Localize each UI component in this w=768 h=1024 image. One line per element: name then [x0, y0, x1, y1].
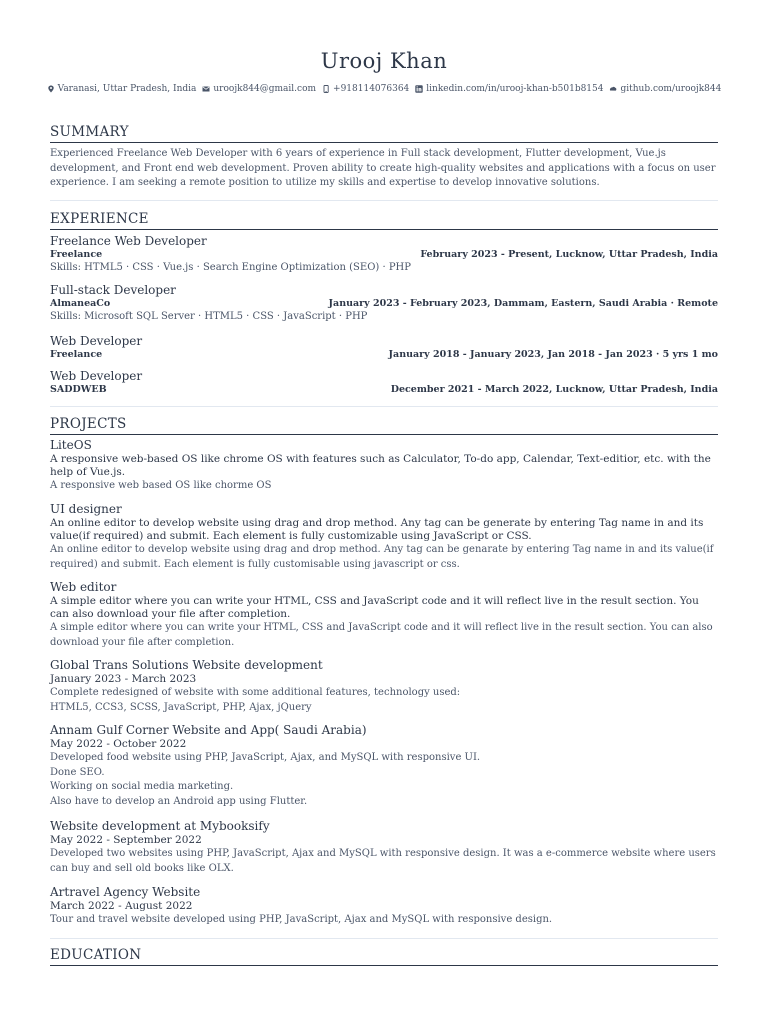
project-description-line: Developed food website using PHP, JavaScript, Ajax, and MySQL with responsive UI. — [50, 752, 481, 763]
candidate-name: Urooj Khan — [320, 49, 448, 73]
job-skills: Skills: Microsoft SQL Server · HTML5 · CSS · JavaScript · PHP — [50, 311, 368, 322]
section-divider — [50, 200, 718, 201]
experience-item — [50, 234, 718, 275]
job-line — [50, 384, 718, 396]
job-title: Web Developer — [50, 369, 143, 383]
project-description: Developed two websites using PHP, JavaScript, Ajax and MySQL with responsive design. It was a e-commerce website where users can buy and sell old books like OLX. — [50, 848, 716, 874]
contact-location-text: Varanasi, Uttar Pradesh, India — [57, 84, 197, 94]
contact-bar — [0, 83, 768, 95]
contact-github-text[interactable]: github.com/uroojk844 — [620, 84, 722, 94]
project-date: May 2022 - October 2022 — [50, 738, 187, 750]
github-icon — [609, 85, 617, 93]
contact-email-text[interactable]: uroojk844@gmail.com — [213, 84, 317, 94]
experience-item — [50, 334, 718, 361]
project-subtitle: An online editor to develop website using drag and drop method. Any tag can be generate by entering Tag name in and its value(if required) and submit. Each element is fully customizable using JavaScript or CSS. — [50, 517, 704, 542]
linkedin-icon — [415, 85, 423, 93]
job-meta: December 2021 - March 2022, Lucknow, Uttar Pradesh, India — [390, 384, 718, 395]
project-description-line: HTML5, CCS3, SCSS, JavaScript, PHP, Ajax, jQuery — [50, 701, 312, 713]
job-title: Full-stack Developer — [50, 283, 176, 297]
job-company: Freelance — [50, 249, 103, 260]
job-line — [50, 298, 718, 310]
project-subtitle: A responsive web-based OS like chrome OS with features such as Calculator, To-do app, Calendar, Text-editior, etc. with the help of Vue.js. — [50, 453, 711, 478]
job-meta: February 2023 - Present, Lucknow, Uttar Pradesh, India — [420, 249, 718, 260]
experience-heading: EXPERIENCE — [50, 210, 718, 230]
education-heading: EDUCATION — [50, 946, 718, 966]
job-skills: Skills: HTML5 · CSS · Vue.js · Search Engine Optimization (SEO) · PHP — [50, 262, 412, 273]
project-title: Website development at Mybooksify — [50, 819, 270, 833]
section-divider — [50, 406, 718, 407]
contact-linkedin-text[interactable]: linkedin.com/in/urooj-khan-b501b8154 — [426, 84, 604, 94]
summary-heading: SUMMARY — [50, 123, 718, 143]
job-title: Web Developer — [50, 334, 143, 348]
contact-linkedin[interactable] — [415, 83, 603, 95]
project-title: Web editor — [50, 580, 117, 594]
job-title: Freelance Web Developer — [50, 234, 207, 248]
contact-location — [47, 83, 197, 95]
projects-heading: PROJECTS — [50, 415, 718, 435]
project-item — [50, 438, 718, 494]
project-description: Tour and travel website developed using PHP, JavaScript, Ajax and MySQL with responsive design. — [50, 914, 553, 925]
contact-phone-text[interactable]: +918114076364 — [333, 84, 410, 94]
location-pin-icon — [47, 85, 55, 93]
job-line — [50, 349, 718, 361]
experience-item — [50, 369, 718, 396]
experience-item — [50, 283, 718, 324]
contact-email[interactable] — [202, 83, 316, 95]
project-description-line: Working on social media marketing. — [50, 781, 234, 792]
project-description-line: Done SEO. — [50, 766, 105, 778]
project-description-line: Complete redesigned of website with some additional features, technology used: — [50, 687, 461, 698]
project-title: Annam Gulf Corner Website and App( Saudi Arabia) — [50, 723, 367, 737]
mail-icon — [202, 85, 210, 93]
section-divider — [50, 938, 718, 939]
project-date: January 2023 - March 2023 — [50, 673, 197, 685]
contact-github[interactable] — [609, 83, 721, 95]
project-description: An online editor to develop website using drag and drop method. Any tag can be genarate by entering Tag name in and its value(if required) and submit. Each element is fully customisable using javascript or css. — [50, 544, 714, 570]
project-title: LiteOS — [50, 438, 92, 452]
project-date: March 2022 - August 2022 — [50, 900, 193, 912]
project-description-line: Also have to develop an Android app using Flutter. — [50, 795, 308, 807]
summary-text: Experienced Freelance Web Developer with 6 years of experience in Full stack development, Flutter development, Vue.js development, and Front end web development. Proven ability to create high-quality websites and applications with a focus on user experience. I am seeking a remote position to utilize my skills and expertise to develop innovative solutions. — [50, 148, 716, 188]
project-description: A responsive web based OS like chorme OS — [50, 480, 272, 491]
job-meta: January 2023 - February 2023, Dammam, Eastern, Saudi Arabia · Remote — [328, 298, 718, 309]
project-item — [50, 885, 718, 928]
project-title: Artravel Agency Website — [50, 885, 201, 899]
project-title: Global Trans Solutions Website development — [50, 658, 323, 672]
job-line — [50, 249, 718, 261]
project-item — [50, 819, 718, 876]
project-description: A simple editor where you can write your HTML, CSS and JavaScript code and it will reflect live in the result section. You can also download your file after completion. — [50, 622, 713, 648]
project-subtitle: A simple editor where you can write your HTML, CSS and JavaScript code and it will reflect live in the result section. You can also download your file after completion. — [50, 595, 699, 620]
project-item — [50, 658, 718, 715]
phone-icon — [322, 85, 330, 93]
job-meta: January 2018 - January 2023, Jan 2018 - Jan 2023 · 5 yrs 1 mo — [388, 349, 718, 360]
contact-phone[interactable] — [322, 83, 409, 95]
project-item — [50, 502, 718, 572]
job-company: Freelance — [50, 349, 103, 360]
project-title: UI designer — [50, 502, 122, 516]
job-company: SADDWEB — [50, 384, 107, 395]
job-company: AlmaneaCo — [50, 298, 111, 309]
project-item — [50, 580, 718, 650]
project-date: May 2022 - September 2022 — [50, 834, 202, 846]
project-item — [50, 723, 718, 809]
